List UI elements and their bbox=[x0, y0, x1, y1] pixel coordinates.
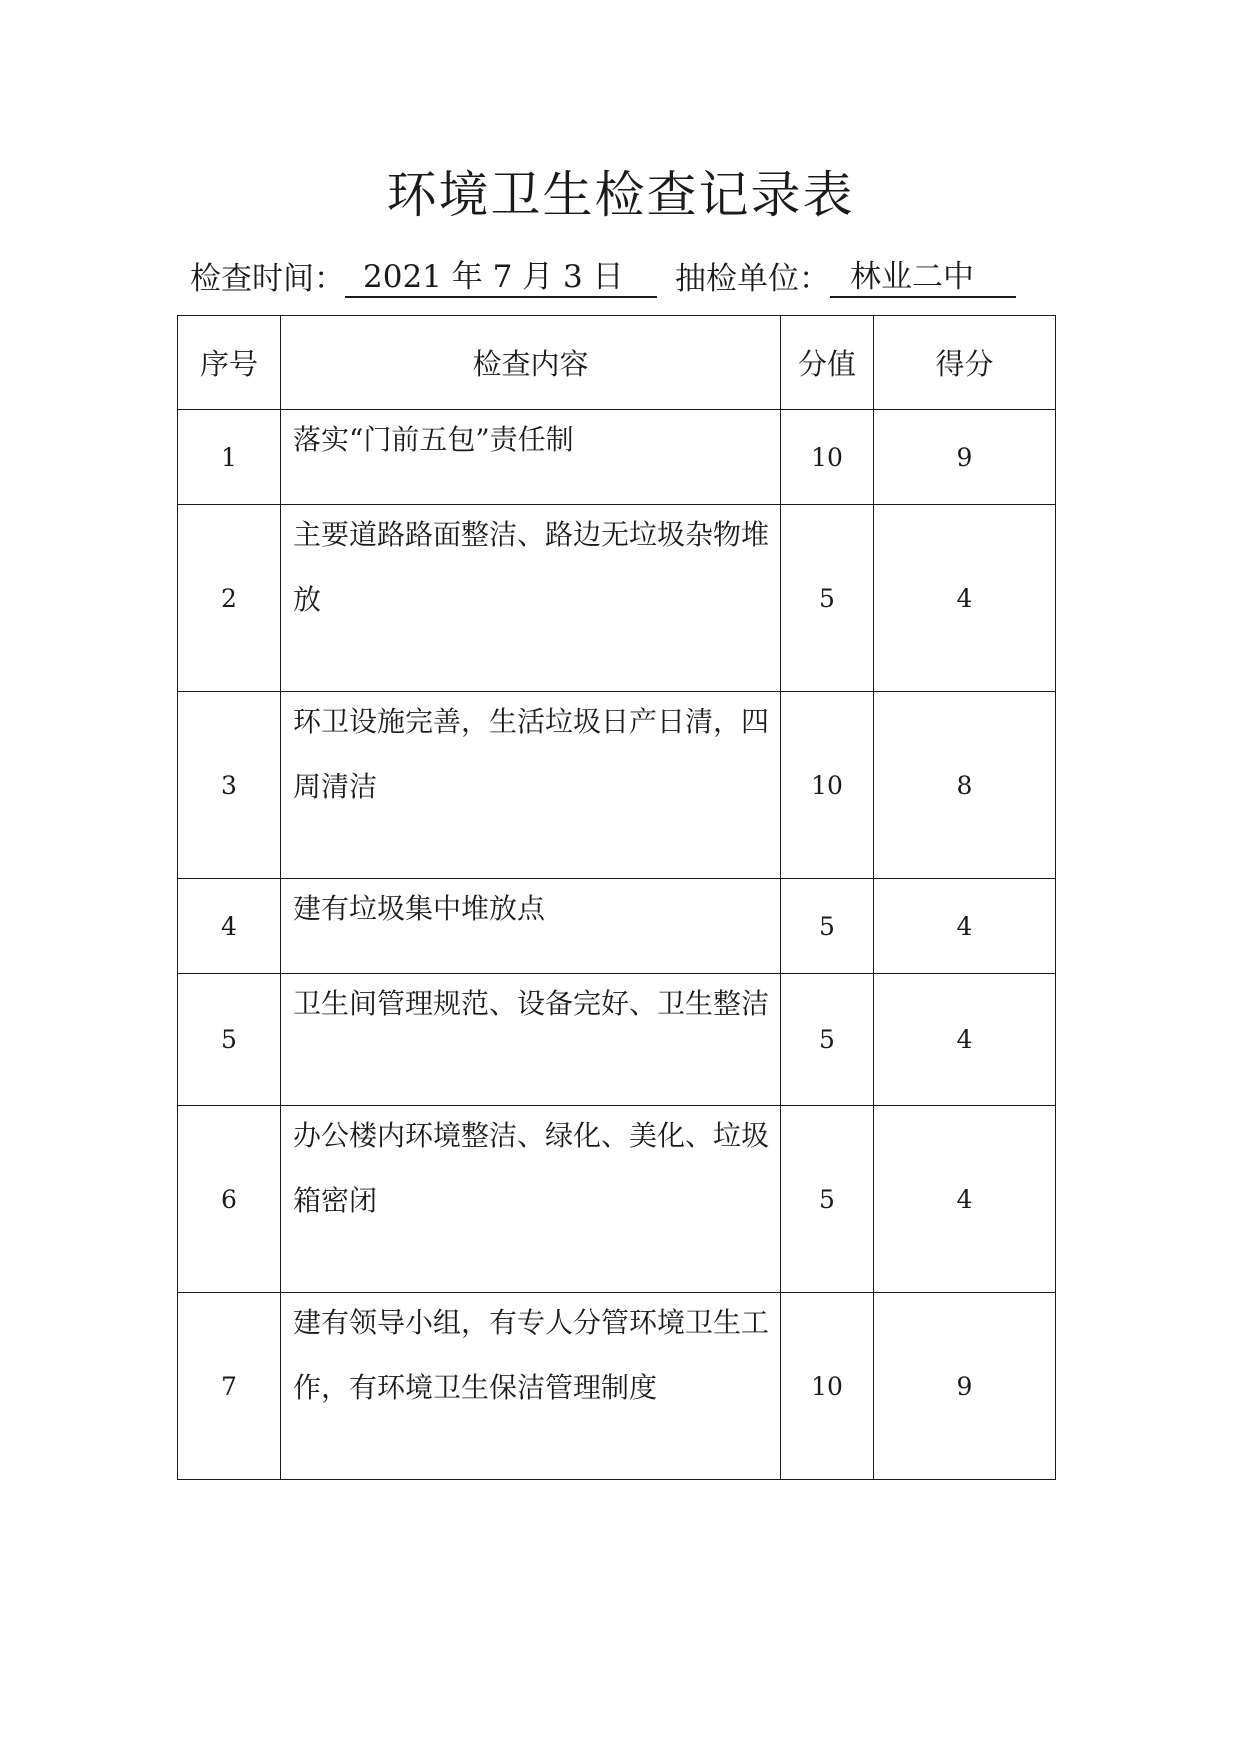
row-no: 3 bbox=[178, 692, 281, 879]
header-score: 得分 bbox=[874, 316, 1056, 410]
table-row bbox=[178, 974, 1056, 1106]
row-score: 9 bbox=[874, 1293, 1056, 1480]
date-label: 检查时间： bbox=[190, 261, 345, 297]
row-value: 5 bbox=[781, 879, 874, 974]
page-title: 环境卫生检查记录表 bbox=[386, 166, 855, 224]
inspection-table bbox=[177, 315, 1056, 1480]
table-row bbox=[178, 1293, 1056, 1480]
row-content-text: 卫生间管理规范、设备完好、卫生整洁 bbox=[293, 987, 770, 1020]
row-value: 5 bbox=[781, 505, 874, 692]
row-score: 4 bbox=[874, 974, 1056, 1106]
unit-value: 林业二中 bbox=[830, 256, 1016, 298]
row-value: 5 bbox=[781, 1106, 874, 1293]
row-content-text: 主要道路路面整洁、路边无垃圾杂物堆放 bbox=[293, 518, 770, 616]
row-value: 5 bbox=[781, 974, 874, 1106]
row-content-text: 建有垃圾集中堆放点 bbox=[293, 892, 546, 925]
row-value: 10 bbox=[781, 410, 874, 505]
row-content bbox=[281, 410, 781, 505]
row-score: 4 bbox=[874, 505, 1056, 692]
date-value: 2021 年 7 月 3 日 bbox=[345, 256, 657, 298]
table-row bbox=[178, 410, 1056, 505]
row-content bbox=[281, 879, 781, 974]
row-no: 1 bbox=[178, 410, 281, 505]
row-score: 4 bbox=[874, 879, 1056, 974]
row-content bbox=[281, 1293, 781, 1480]
row-content bbox=[281, 974, 781, 1106]
header-content: 检查内容 bbox=[281, 316, 781, 410]
row-content-text: 办公楼内环境整洁、绿化、美化、垃圾箱密闭 bbox=[293, 1119, 770, 1217]
unit-label: 抽检单位： bbox=[675, 261, 830, 297]
row-content bbox=[281, 505, 781, 692]
table-row bbox=[178, 692, 1056, 879]
row-score: 9 bbox=[874, 410, 1056, 505]
row-value: 10 bbox=[781, 1293, 874, 1480]
table-row bbox=[178, 505, 1056, 692]
row-content bbox=[281, 1106, 781, 1293]
header-no: 序号 bbox=[178, 316, 281, 410]
row-content-text: 落实“门前五包”责任制 bbox=[293, 423, 574, 456]
table-row bbox=[178, 879, 1056, 974]
row-content-text: 建有领导小组，有专人分管环境卫生工作，有环境卫生保洁管理制度 bbox=[293, 1306, 770, 1404]
header-value: 分值 bbox=[781, 316, 874, 410]
row-score: 4 bbox=[874, 1106, 1056, 1293]
row-content-text: 环卫设施完善，生活垃圾日产日清，四周清洁 bbox=[293, 705, 770, 803]
table-row bbox=[178, 1106, 1056, 1293]
row-score: 8 bbox=[874, 692, 1056, 879]
inspection-info bbox=[190, 256, 1016, 302]
row-no: 5 bbox=[178, 974, 281, 1106]
row-no: 7 bbox=[178, 1293, 281, 1480]
row-no: 4 bbox=[178, 879, 281, 974]
table-header-row bbox=[178, 316, 1056, 410]
row-no: 6 bbox=[178, 1106, 281, 1293]
row-value: 10 bbox=[781, 692, 874, 879]
row-content bbox=[281, 692, 781, 879]
row-no: 2 bbox=[178, 505, 281, 692]
